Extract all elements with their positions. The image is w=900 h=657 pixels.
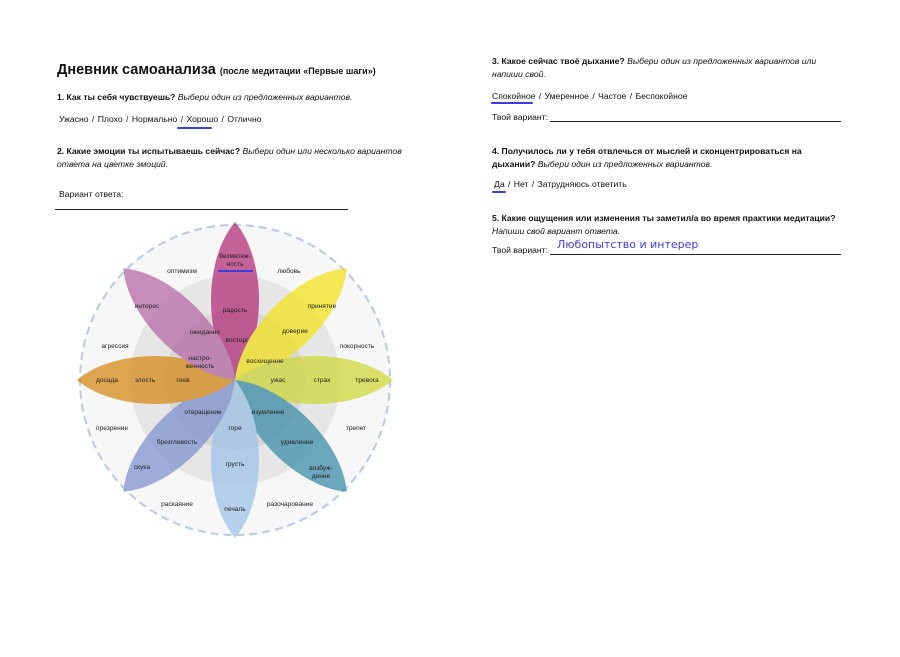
option-calm-selected[interactable]: Спокойное — [492, 91, 536, 101]
selection-underline-q3 — [491, 102, 533, 104]
label-distraction-2[interactable]: дение — [311, 473, 331, 480]
option-terrible[interactable]: Ужасно — [59, 114, 89, 124]
question-1-options[interactable]: Ужасно / Плохо / Нормально / Хорошо / Отлично — [59, 114, 262, 124]
label-aggressiveness[interactable]: агрессия — [101, 343, 129, 350]
label-submission[interactable]: покорность — [339, 343, 375, 350]
label-interest[interactable]: интерес — [134, 303, 160, 310]
label-acceptance[interactable]: принятие — [307, 303, 337, 310]
answer-line-q5[interactable] — [550, 254, 841, 255]
label-terror[interactable]: ужас — [270, 377, 286, 384]
answer-label-q5: Твой вариант: — [492, 245, 548, 255]
option-excellent[interactable]: Отлично — [227, 114, 262, 124]
question-1: 1. Как ты себя чувствуешь? Выбери один из предложенных вариантов. — [57, 92, 353, 102]
answer-label-q3: Твой вариант: — [492, 112, 548, 122]
option-moderate[interactable]: Умеренное — [544, 91, 589, 101]
page-title — [57, 62, 376, 78]
label-grief[interactable]: горе — [228, 425, 242, 432]
label-amazement[interactable]: изумление — [251, 409, 285, 416]
title-subtitle: (после медитации «Первые шаги») — [219, 66, 376, 76]
label-vigilance-2[interactable]: женность — [185, 363, 215, 370]
label-anticipation[interactable]: ожидание — [189, 329, 221, 336]
label-vigilance-1[interactable]: настро- — [188, 355, 212, 362]
label-admiration[interactable]: восхищение — [246, 358, 284, 365]
label-remorse[interactable]: раскаяние — [161, 501, 193, 508]
label-loathing[interactable]: отвращение — [184, 409, 222, 416]
question-3: 3. Какое сейчас твоё дыхание? Выбери один из предложенных вариантов или напиши свой. — [492, 56, 817, 79]
option-yes-selected[interactable]: Да — [494, 179, 505, 189]
selection-underline-q1 — [177, 127, 212, 129]
label-serenity-2[interactable]: ность — [226, 261, 244, 268]
label-sadness[interactable]: грусть — [225, 461, 245, 468]
label-fear[interactable]: страх — [313, 377, 331, 384]
question-2: 2. Какие эмоции ты испытываешь сейчас? Выбери один или несколько вариантов ответа на цветке эмоций. — [57, 146, 402, 169]
answer-line-q2[interactable] — [55, 209, 348, 210]
option-restless[interactable]: Беспокойное — [635, 91, 688, 101]
title-main: Дневник самоанализа — [57, 62, 216, 78]
option-good-selected[interactable]: Хорошо — [186, 114, 219, 124]
option-bad[interactable]: Плохо — [97, 114, 123, 124]
label-annoyance[interactable]: досада — [96, 377, 118, 384]
label-surprise[interactable]: удивление — [280, 439, 314, 446]
label-disapproval[interactable]: разочарование — [266, 501, 314, 508]
label-contempt[interactable]: презрение — [95, 425, 129, 432]
emotion-flower[interactable] — [70, 215, 400, 545]
option-normal[interactable]: Нормально — [131, 114, 178, 124]
label-serenity-1[interactable]: безмятеж- — [219, 253, 251, 260]
label-love[interactable]: любовь — [277, 268, 301, 275]
option-hard-to-say[interactable]: Затрудняюсь ответить — [537, 179, 627, 189]
label-trust[interactable]: доверие — [282, 328, 308, 335]
label-disgust[interactable]: брезгливость — [156, 439, 198, 446]
label-joy[interactable]: радость — [222, 307, 248, 314]
question-4: 4. Получилось ли у тебя отвлечься от мыслей и сконцентрироваться на дыхании? Выбери один из предложенных вариантов. — [492, 146, 802, 169]
label-optimism[interactable]: оптимизм — [167, 268, 197, 275]
label-ecstasy[interactable]: восторг — [225, 337, 249, 344]
label-apprehension[interactable]: тревога — [355, 377, 379, 384]
answer-label-q2: Вариант ответа: — [59, 189, 124, 199]
answer-line-q3[interactable] — [550, 121, 841, 122]
question-3-options[interactable]: Спокойное / Умеренное / Частое / Беспокойное — [492, 91, 688, 101]
question-4-options[interactable]: Да / Нет / Затрудняюсь ответить — [494, 179, 627, 189]
label-rage[interactable]: гнев — [176, 377, 190, 384]
label-awe[interactable]: трепет — [345, 425, 367, 432]
selection-underline-q4 — [492, 191, 506, 193]
handwritten-answer-q5[interactable]: Любопытство и интерер — [557, 238, 699, 251]
question-5: 5. Какие ощущения или изменения ты заметил/а во время практики медитации? Напиши свой вариант ответа. — [492, 213, 836, 236]
label-distraction-1[interactable]: возбуж- — [309, 465, 333, 472]
label-boredom[interactable]: скука — [133, 464, 151, 471]
label-anger[interactable]: злость — [134, 377, 156, 384]
option-no[interactable]: Нет — [513, 179, 529, 189]
label-pensiveness[interactable]: печаль — [224, 506, 246, 513]
option-frequent[interactable]: Частое — [598, 91, 627, 101]
